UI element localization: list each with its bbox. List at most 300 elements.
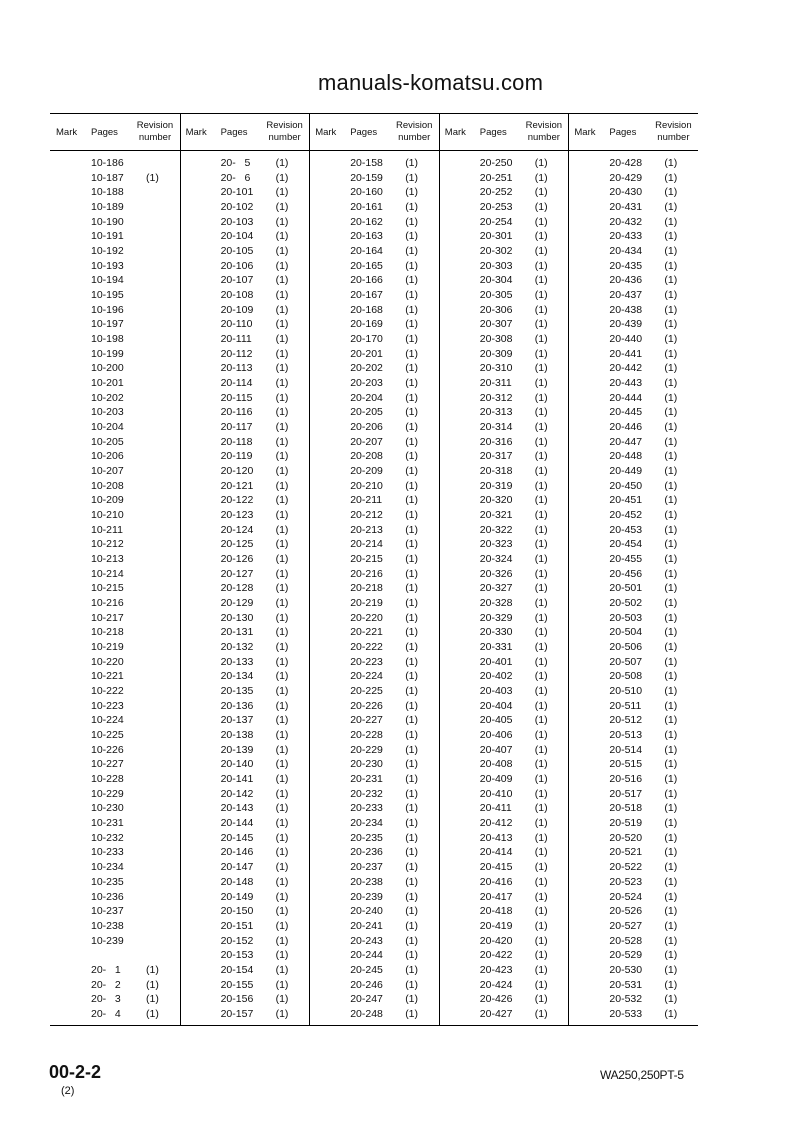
page-cell: 20-166 <box>350 274 383 287</box>
table-row <box>568 156 698 171</box>
table-row <box>309 743 439 758</box>
revision-cell: (1) <box>664 171 678 184</box>
page-cell: 20-451 <box>609 494 643 507</box>
page-cell: 20-116 <box>220 406 253 419</box>
page-cell: 10-202 <box>91 391 124 404</box>
page-cell: 20-161 <box>350 201 383 213</box>
page-cell: 20-529 <box>609 949 643 962</box>
revision-cell: (1) <box>146 1007 159 1020</box>
page-cell: 20-310 <box>479 362 513 375</box>
page-cell: 20-132 <box>220 641 254 654</box>
table-row <box>439 244 569 259</box>
revision-cell: (1) <box>405 611 419 624</box>
table-row <box>50 611 180 626</box>
table-row <box>50 464 180 479</box>
revision-cell: (1) <box>664 494 678 507</box>
table-row <box>50 596 180 611</box>
revision-cell: (1) <box>664 758 678 771</box>
page-cell: 10-196 <box>91 303 124 316</box>
revision-cell: (1) <box>275 553 289 566</box>
page-cell: 20-138 <box>220 729 254 742</box>
page-cell: 20-507 <box>609 655 643 668</box>
table-row <box>180 978 310 993</box>
table-row <box>309 435 439 450</box>
page-cell: 20-524 <box>609 890 643 903</box>
revision-cell: (1) <box>664 289 678 302</box>
revision-cell: (1) <box>664 861 678 874</box>
mark-header: Mark <box>315 127 337 138</box>
table-row <box>50 640 180 655</box>
table-row <box>568 684 698 699</box>
revision-cell: (1) <box>664 450 678 463</box>
page-cell: 20-150 <box>220 905 254 918</box>
table-row <box>568 229 698 244</box>
page-cell: 10-222 <box>91 685 124 698</box>
revision-cell: (1) <box>275 963 289 976</box>
page-cell: 20-114 <box>220 377 253 390</box>
revision-cell: (1) <box>405 949 419 962</box>
revision-cell: (1) <box>275 699 289 712</box>
page-cell: 20-139 <box>220 743 254 756</box>
table-row <box>180 669 310 684</box>
page-cell: 20-165 <box>350 259 383 272</box>
revision-cell: (1) <box>534 553 548 566</box>
revision-cell: (1) <box>534 729 548 742</box>
table-row <box>439 596 569 611</box>
page-cell: 20-126 <box>220 553 254 566</box>
table-row <box>50 317 180 332</box>
table-row <box>50 523 180 538</box>
revision-cell: (1) <box>534 465 548 478</box>
revision-cell: (1) <box>275 201 289 213</box>
table-row <box>309 581 439 596</box>
table-row <box>50 405 180 420</box>
table-row <box>50 904 180 919</box>
table-row <box>309 875 439 890</box>
table-row <box>439 919 569 934</box>
page-cell: 20-528 <box>609 934 643 947</box>
revision-cell: (1) <box>664 186 678 199</box>
table-row <box>309 347 439 362</box>
table-row <box>439 420 569 435</box>
revision-cell: (1) <box>275 641 289 654</box>
table-row <box>568 992 698 1007</box>
page-cell: 20-410 <box>479 787 513 800</box>
page-cell: 20-123 <box>220 509 254 522</box>
column-separator <box>439 114 440 1025</box>
page-cell: 20-244 <box>350 949 383 962</box>
revision-cell: (1) <box>664 597 678 610</box>
revision-cell: (1) <box>664 333 678 346</box>
table-row <box>180 479 310 494</box>
page-cell: 20-250 <box>479 157 513 169</box>
page-cell: 20-321 <box>479 509 513 522</box>
table-row <box>568 376 698 391</box>
revision-cell: (1) <box>405 494 419 507</box>
page-cell: 20- 6 <box>220 171 251 184</box>
revision-cell: (1) <box>534 670 548 683</box>
table-row <box>309 787 439 802</box>
table-row <box>309 273 439 288</box>
revision-cell: (1) <box>534 230 548 243</box>
page-cell: 10-235 <box>91 875 124 888</box>
page-cell: 20-248 <box>350 1007 383 1020</box>
revision-cell: (1) <box>534 963 548 976</box>
table-row <box>180 185 310 200</box>
table-row <box>50 376 180 391</box>
page-cell: 20-145 <box>220 831 254 844</box>
table-row <box>50 890 180 905</box>
page-cell: 20-222 <box>350 641 383 654</box>
table-row <box>568 317 698 332</box>
table-row <box>309 420 439 435</box>
table-row <box>439 713 569 728</box>
table-row <box>180 464 310 479</box>
page-cell: 20-508 <box>609 670 643 683</box>
table-row <box>50 552 180 567</box>
page-cell: 20-516 <box>609 773 643 786</box>
revision-cell: (1) <box>275 303 289 316</box>
table-row <box>309 200 439 215</box>
revision-cell: (1) <box>405 919 419 932</box>
page-cell: 20-523 <box>609 875 643 888</box>
table-row <box>180 523 310 538</box>
page-cell: 20-402 <box>479 670 513 683</box>
revision-cell: (1) <box>405 993 419 1006</box>
table-row <box>309 611 439 626</box>
revision-cell: (1) <box>534 523 548 536</box>
revision-cell: (1) <box>405 875 419 888</box>
table-row <box>50 537 180 552</box>
table-row <box>439 464 569 479</box>
page-cell: 10-214 <box>91 567 124 580</box>
page-cell: 20-419 <box>479 919 513 932</box>
page-cell: 20-127 <box>220 567 254 580</box>
table-row <box>439 875 569 890</box>
revision-cell: (1) <box>664 391 678 404</box>
table-row <box>50 787 180 802</box>
table-row <box>568 875 698 890</box>
table-row <box>50 875 180 890</box>
table-row <box>180 537 310 552</box>
page-cell: 20-522 <box>609 861 643 874</box>
revision-cell: (1) <box>275 670 289 683</box>
page-cell: 20-512 <box>609 714 643 727</box>
table-row <box>568 288 698 303</box>
revision-cell: (1) <box>664 963 678 976</box>
table-row <box>439 757 569 772</box>
table-row <box>568 596 698 611</box>
page-cell: 10-230 <box>91 802 124 815</box>
page-cell: 20-230 <box>350 758 383 771</box>
page-cell: 20-413 <box>479 831 513 844</box>
table-row <box>180 596 310 611</box>
table-row <box>568 831 698 846</box>
table-row <box>309 640 439 655</box>
page-cell: 20-449 <box>609 465 643 478</box>
revision-cell: (1) <box>534 626 548 639</box>
page-cell: 20-424 <box>479 978 513 991</box>
table-row <box>439 963 569 978</box>
page-cell: 20-301 <box>479 230 513 243</box>
page-cell: 20-246 <box>350 978 383 991</box>
table-row <box>180 405 310 420</box>
page-cell: 20-236 <box>350 846 383 859</box>
revision-cell: (1) <box>664 685 678 698</box>
revision-cell: (1) <box>534 582 548 595</box>
table-row <box>180 801 310 816</box>
page-cell: 20-216 <box>350 567 383 580</box>
page-cell: 20-323 <box>479 538 513 551</box>
page-cell: 20-440 <box>609 333 643 346</box>
revision-cell: (1) <box>405 817 419 830</box>
page-cell: 20-305 <box>479 289 513 302</box>
page-cell: 20-518 <box>609 802 643 815</box>
page-cell: 20-168 <box>350 303 383 316</box>
table-row <box>50 801 180 816</box>
page-cell: 20-147 <box>220 861 254 874</box>
table-row <box>180 376 310 391</box>
table-row <box>180 391 310 406</box>
revision-cell: (1) <box>534 641 548 654</box>
table-row <box>568 948 698 963</box>
page-cell: 10-229 <box>91 787 124 800</box>
page-cell: 20-224 <box>350 670 383 683</box>
table-row <box>439 728 569 743</box>
revision-cell: (1) <box>664 362 678 375</box>
page-cell: 20-232 <box>350 787 383 800</box>
page-cell: 20-225 <box>350 685 383 698</box>
table-row <box>439 831 569 846</box>
revision-cell: (1) <box>275 611 289 624</box>
revision-cell: (1) <box>664 259 678 272</box>
revision-cell: (1) <box>405 773 419 786</box>
table-row <box>568 244 698 259</box>
table-row <box>309 772 439 787</box>
page-cell: 20-407 <box>479 743 513 756</box>
table-row <box>50 215 180 230</box>
table-row <box>180 449 310 464</box>
page-cell: 20-156 <box>220 993 254 1006</box>
mark-header: Mark <box>185 127 207 138</box>
page-cell: 20-429 <box>609 171 643 184</box>
page-cell: 20-312 <box>479 391 513 404</box>
page-cell: 20-119 <box>220 450 253 463</box>
page-cell: 20-423 <box>479 963 513 976</box>
page-cell: 10-220 <box>91 655 124 668</box>
table-row <box>180 948 310 963</box>
revision-cell: (1) <box>534 685 548 698</box>
page-cell: 10-188 <box>91 186 124 199</box>
table-row <box>568 552 698 567</box>
revision-cell: (1) <box>534 215 548 228</box>
page-cell: 20-309 <box>479 347 513 360</box>
revision-cell: (1) <box>405 978 419 991</box>
revision-cell: (1) <box>405 685 419 698</box>
table-row <box>180 875 310 890</box>
page-cell: 20-223 <box>350 655 383 668</box>
table-row <box>50 273 180 288</box>
table-row <box>180 567 310 582</box>
page-cell: 20-443 <box>609 377 643 390</box>
page-cell: 20-428 <box>609 157 643 169</box>
table-row <box>568 405 698 420</box>
revision-cell: (1) <box>534 714 548 727</box>
revision-header: Revision number <box>655 120 692 143</box>
revision-cell: (1) <box>275 333 289 346</box>
page-cell: 20-159 <box>350 171 383 184</box>
table-row <box>309 860 439 875</box>
table-row <box>568 259 698 274</box>
table-row <box>439 361 569 376</box>
table-row <box>568 581 698 596</box>
page-cell: 10-237 <box>91 905 124 918</box>
page-cell: 20-456 <box>609 567 643 580</box>
table-row <box>439 611 569 626</box>
revision-cell: (1) <box>664 582 678 595</box>
revision-cell: (1) <box>534 318 548 331</box>
page-cell: 10-206 <box>91 450 124 463</box>
page-cell: 20-417 <box>479 890 513 903</box>
revision-cell: (1) <box>534 934 548 947</box>
page-cell: 20-403 <box>479 685 513 698</box>
page-cell: 20- 3 <box>91 993 121 1006</box>
page-cell: 20-506 <box>609 641 643 654</box>
revision-cell: (1) <box>275 259 289 272</box>
table-row <box>309 684 439 699</box>
revision-cell: (1) <box>534 597 548 610</box>
revision-cell: (1) <box>275 905 289 918</box>
revision-cell: (1) <box>405 230 419 243</box>
table-row <box>568 640 698 655</box>
revision-cell: (1) <box>405 553 419 566</box>
table-row <box>180 508 310 523</box>
table-row <box>180 347 310 362</box>
page-cell: 20-316 <box>479 435 513 448</box>
revision-cell: (1) <box>405 963 419 976</box>
page-cell: 20-510 <box>609 685 643 698</box>
page-cell: 20-527 <box>609 919 643 932</box>
revision-cell: (1) <box>405 538 419 551</box>
page-cell: 20-513 <box>609 729 643 742</box>
page-cell: 20-422 <box>479 949 513 962</box>
table-row <box>439 816 569 831</box>
table-row <box>50 581 180 596</box>
revision-cell: (1) <box>405 318 419 331</box>
revision-cell: (1) <box>534 435 548 448</box>
page-cell: 20-238 <box>350 875 383 888</box>
page-cell: 10-187 <box>91 171 124 184</box>
revision-cell: (1) <box>534 611 548 624</box>
revision-cell: (1) <box>275 230 289 243</box>
revision-cell: (1) <box>275 362 289 375</box>
page-cell: 20-303 <box>479 259 513 272</box>
page-cell: 20-204 <box>350 391 383 404</box>
table-row <box>439 259 569 274</box>
page-cell: 20-247 <box>350 993 383 1006</box>
table-row <box>439 449 569 464</box>
revision-cell: (1) <box>275 523 289 536</box>
page-cell: 20-532 <box>609 993 643 1006</box>
table-row <box>568 919 698 934</box>
page-cell: 20-143 <box>220 802 254 815</box>
page-cell: 20-213 <box>350 523 383 536</box>
page-cell: 20-117 <box>220 421 253 434</box>
table-row <box>309 567 439 582</box>
page-cell: 20-442 <box>609 362 643 375</box>
page-cell: 20-149 <box>220 890 254 903</box>
page-cell: 10-213 <box>91 553 124 566</box>
revision-cell: (1) <box>534 758 548 771</box>
revision-cell: (1) <box>405 450 419 463</box>
page-cell: 10-225 <box>91 729 124 742</box>
page-cell: 20-330 <box>479 626 513 639</box>
revision-cell: (1) <box>405 377 419 390</box>
revision-cell: (1) <box>275 347 289 360</box>
page-cell: 20-327 <box>479 582 513 595</box>
table-row <box>50 435 180 450</box>
table-row <box>568 801 698 816</box>
table-row <box>568 449 698 464</box>
revision-cell: (1) <box>664 611 678 624</box>
revision-cell: (1) <box>534 773 548 786</box>
page-cell: 10-207 <box>91 465 124 478</box>
table-row <box>180 934 310 949</box>
revision-cell: (1) <box>405 699 419 712</box>
page-cell: 20-133 <box>220 655 254 668</box>
page-cell: 20-148 <box>220 875 254 888</box>
revision-cell: (1) <box>405 831 419 844</box>
page-cell: 20-137 <box>220 714 254 727</box>
revision-cell: (1) <box>405 157 419 169</box>
page-cell: 20-306 <box>479 303 513 316</box>
revision-cell: (1) <box>534 787 548 800</box>
revision-cell: (1) <box>534 875 548 888</box>
page-cell: 20-221 <box>350 626 383 639</box>
table-row <box>180 332 310 347</box>
page-cell: 20-252 <box>479 186 513 199</box>
table-row <box>50 332 180 347</box>
table-row <box>309 992 439 1007</box>
table-row <box>568 508 698 523</box>
page-cell: 20-103 <box>220 215 254 228</box>
revision-cell: (1) <box>534 509 548 522</box>
page-cell: 20-215 <box>350 553 383 566</box>
page-cell: 20-155 <box>220 978 254 991</box>
page-cell: 20-158 <box>350 157 383 169</box>
revision-cell: (1) <box>664 626 678 639</box>
table-row <box>568 743 698 758</box>
page-cell: 20-453 <box>609 523 643 536</box>
page-cell: 20-167 <box>350 289 383 302</box>
page-cell: 20- 4 <box>91 1007 121 1020</box>
page-cell: 20-234 <box>350 817 383 830</box>
revision-cell: (1) <box>534 494 548 507</box>
revision-cell: (1) <box>275 846 289 859</box>
page-cell: 20-228 <box>350 729 383 742</box>
table-row <box>439 684 569 699</box>
table-row <box>180 493 310 508</box>
revision-cell: (1) <box>275 391 289 404</box>
table-row <box>180 890 310 905</box>
page-cell: 20-515 <box>609 758 643 771</box>
page-cell: 20-326 <box>479 567 513 580</box>
page-cell: 20-447 <box>609 435 643 448</box>
revision-cell: (1) <box>405 435 419 448</box>
table-row <box>50 200 180 215</box>
table-row <box>309 523 439 538</box>
page-cell: 20-319 <box>479 479 513 492</box>
